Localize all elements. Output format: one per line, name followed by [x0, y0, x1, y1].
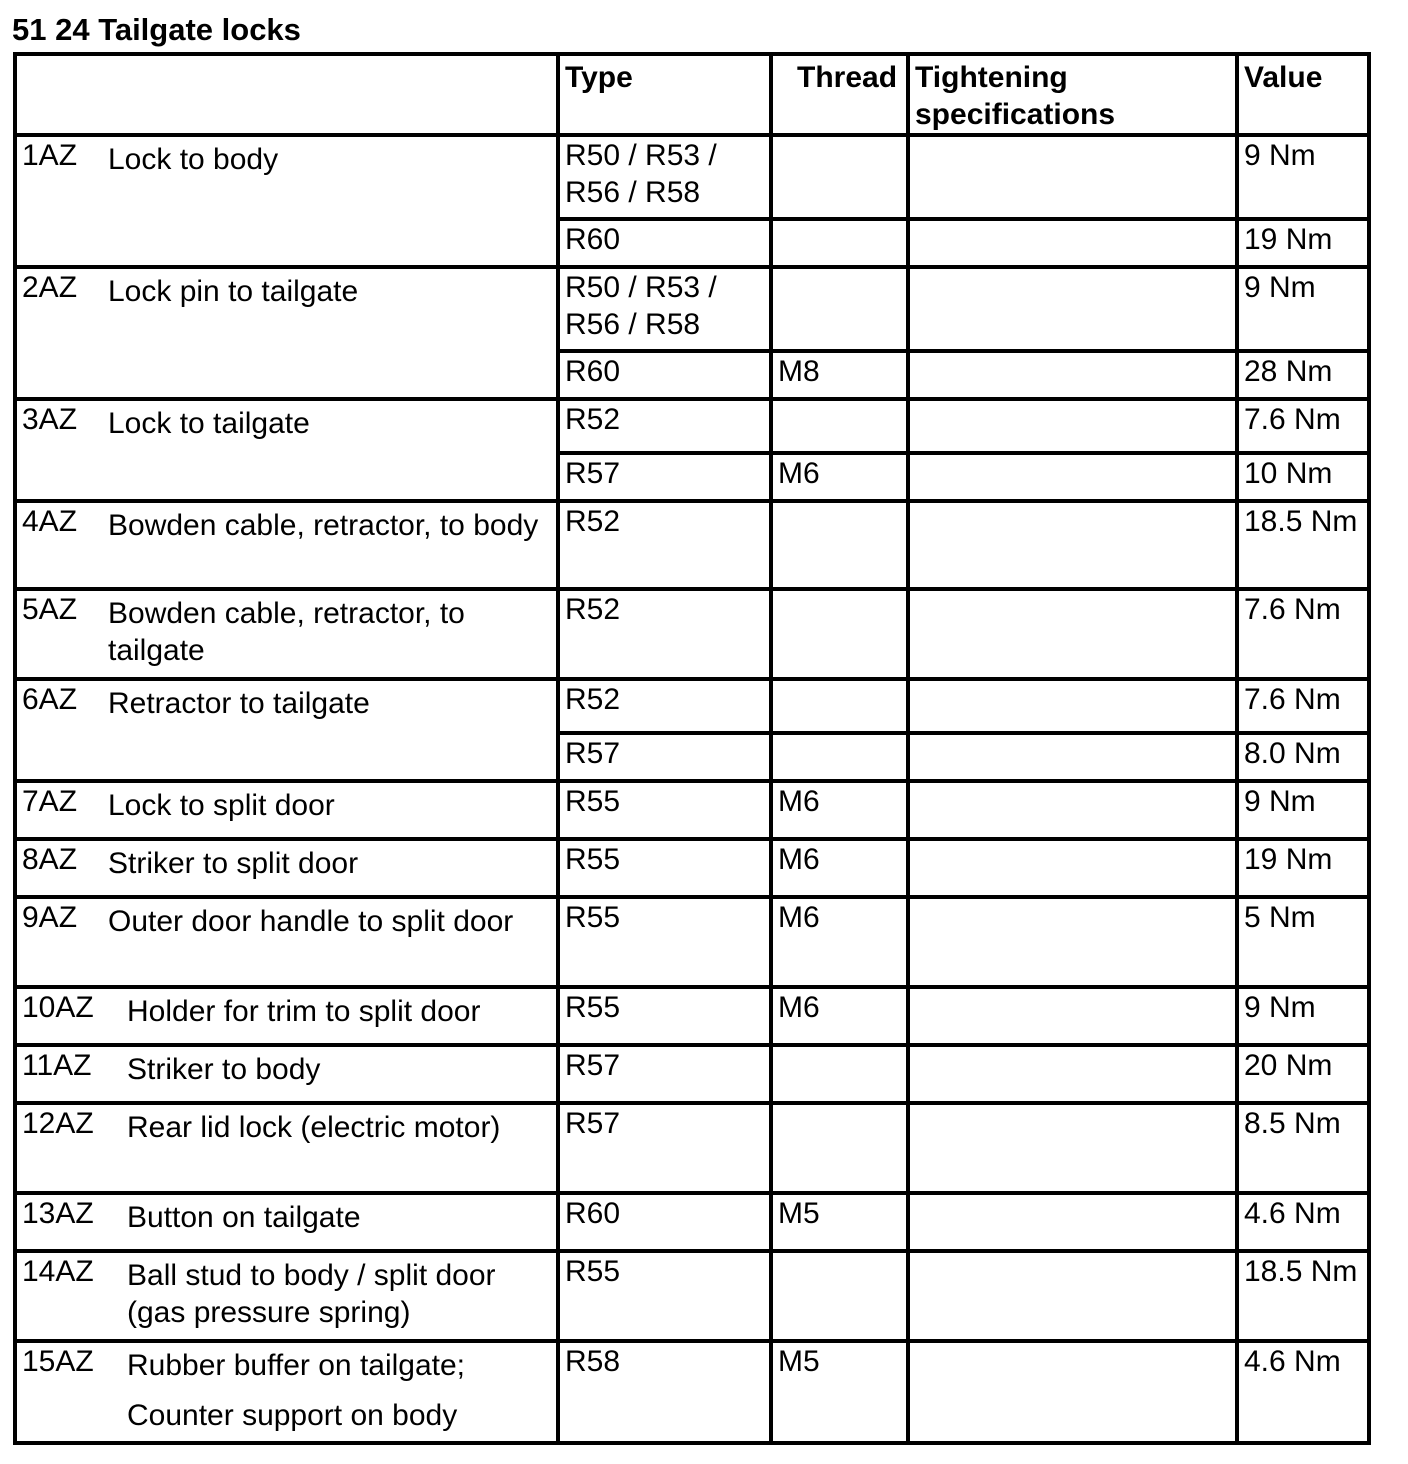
item-description — [108, 269, 556, 310]
type-cell: R60 — [558, 1193, 771, 1251]
item-description — [108, 401, 556, 442]
item-cell — [15, 135, 558, 267]
thread-cell — [771, 501, 908, 589]
type-cell: R55 — [558, 987, 771, 1045]
value-cell: 7.6 Nm — [1237, 589, 1369, 679]
tightening-spec-cell — [908, 1103, 1237, 1193]
tightening-spec-cell — [908, 1193, 1237, 1251]
tightening-spec-cell — [908, 1251, 1237, 1341]
tightening-spec-cell — [908, 453, 1237, 501]
thread-cell — [771, 679, 908, 733]
table-row — [15, 399, 1369, 453]
item-description-line: Rear lid lock (electric motor) — [127, 1111, 501, 1144]
table-row — [15, 501, 1369, 589]
tightening-spec-cell — [908, 399, 1237, 453]
item-description-line: Striker to split door — [108, 847, 359, 880]
type-cell: R57 — [558, 733, 771, 781]
item-description — [127, 1343, 556, 1434]
thread-cell — [771, 733, 908, 781]
type-cell: R55 — [558, 897, 771, 987]
tightening-spec-cell — [908, 1045, 1237, 1103]
item-description — [108, 591, 556, 669]
thread-cell: M5 — [771, 1341, 908, 1443]
item-description-line: Rubber buffer on tailgate; — [127, 1349, 466, 1382]
item-code: 13AZ — [22, 1197, 94, 1230]
item-cell — [15, 679, 558, 781]
item-cell — [15, 1193, 558, 1251]
item-description-line: Lock to body — [108, 143, 279, 176]
item-cell — [15, 987, 558, 1045]
item-code: 5AZ — [22, 593, 78, 626]
item-description — [127, 989, 556, 1030]
header-tightening-specifications: Tightening specifications — [908, 54, 1237, 135]
value-cell: 18.5 Nm — [1237, 501, 1369, 589]
tightening-spec-cell — [908, 351, 1237, 399]
item-cell — [15, 1251, 558, 1341]
table-row — [15, 589, 1369, 679]
item-code: 11AZ — [22, 1049, 92, 1082]
item-code: 3AZ — [22, 403, 78, 436]
header-type: Type — [558, 54, 771, 135]
item-description-line: Ball stud to body / split door (gas pressure spring) — [127, 1259, 496, 1329]
item-cell — [15, 1341, 558, 1443]
tightening-spec-cell — [908, 839, 1237, 897]
value-cell: 8.0 Nm — [1237, 733, 1369, 781]
type-cell: R60 — [558, 351, 771, 399]
type-cell: R57 — [558, 1103, 771, 1193]
value-cell: 18.5 Nm — [1237, 1251, 1369, 1341]
value-cell: 4.6 Nm — [1237, 1341, 1369, 1443]
thread-cell — [771, 589, 908, 679]
item-code: 1AZ — [22, 139, 78, 172]
table-row — [15, 897, 1369, 987]
type-cell: R50 / R53 / R56 / R58 — [558, 267, 771, 351]
table-row — [15, 679, 1369, 733]
table-row — [15, 267, 1369, 351]
item-description — [108, 137, 556, 178]
item-code: 12AZ — [22, 1107, 94, 1140]
item-description — [127, 1047, 556, 1088]
type-cell: R55 — [558, 781, 771, 839]
item-description-line: Counter support on body — [127, 1399, 458, 1432]
item-code: 14AZ — [22, 1255, 94, 1288]
header-value: Value — [1237, 54, 1369, 135]
type-cell: R52 — [558, 679, 771, 733]
value-cell: 9 Nm — [1237, 135, 1369, 219]
tightening-spec-cell — [908, 679, 1237, 733]
item-description-line: Holder for trim to split door — [127, 995, 481, 1028]
value-cell: 20 Nm — [1237, 1045, 1369, 1103]
item-description — [127, 1253, 556, 1331]
value-cell: 19 Nm — [1237, 219, 1369, 267]
item-code: 4AZ — [22, 505, 78, 538]
item-description-line: Lock to split door — [108, 789, 335, 822]
item-cell — [15, 399, 558, 501]
tightening-spec-table — [13, 52, 1371, 1445]
item-description-line: Button on tailgate — [127, 1201, 361, 1234]
value-cell: 28 Nm — [1237, 351, 1369, 399]
item-code: 7AZ — [22, 785, 78, 818]
table-row — [15, 1193, 1369, 1251]
thread-cell: M5 — [771, 1193, 908, 1251]
item-description — [108, 681, 556, 722]
item-cell — [15, 781, 558, 839]
type-cell: R52 — [558, 501, 771, 589]
thread-cell: M6 — [771, 987, 908, 1045]
table-row — [15, 1103, 1369, 1193]
tightening-spec-cell — [908, 219, 1237, 267]
thread-cell — [771, 267, 908, 351]
item-code: 10AZ — [22, 991, 94, 1024]
item-code: 6AZ — [22, 683, 78, 716]
value-cell: 5 Nm — [1237, 897, 1369, 987]
value-cell: 9 Nm — [1237, 267, 1369, 351]
item-description — [108, 841, 556, 882]
tightening-spec-cell — [908, 135, 1237, 219]
item-cell — [15, 1045, 558, 1103]
value-cell: 19 Nm — [1237, 839, 1369, 897]
type-cell: R57 — [558, 1045, 771, 1103]
value-cell: 8.5 Nm — [1237, 1103, 1369, 1193]
item-code: 15AZ — [22, 1345, 94, 1378]
item-description-line: Outer door handle to split door — [108, 905, 514, 938]
tightening-spec-cell — [908, 267, 1237, 351]
item-description-line: Bowden cable, retractor, to tailgate — [108, 597, 465, 667]
tightening-spec-cell — [908, 987, 1237, 1045]
type-cell: R52 — [558, 589, 771, 679]
item-description — [127, 1105, 556, 1146]
item-description-line: Striker to body — [127, 1053, 321, 1086]
tightening-spec-cell — [908, 781, 1237, 839]
item-code: 2AZ — [22, 271, 78, 304]
header-row — [15, 54, 1369, 135]
value-cell: 7.6 Nm — [1237, 679, 1369, 733]
tightening-spec-cell — [908, 897, 1237, 987]
thread-cell — [771, 135, 908, 219]
value-cell: 9 Nm — [1237, 987, 1369, 1045]
type-cell: R52 — [558, 399, 771, 453]
tightening-spec-cell — [908, 733, 1237, 781]
thread-cell — [771, 1103, 908, 1193]
page-title: 51 24 Tailgate locks — [12, 12, 301, 47]
type-cell: R55 — [558, 1251, 771, 1341]
thread-cell — [771, 1251, 908, 1341]
item-description — [108, 503, 556, 544]
item-cell — [15, 839, 558, 897]
table-row — [15, 135, 1369, 219]
item-cell — [15, 1103, 558, 1193]
thread-cell: M6 — [771, 897, 908, 987]
table-row — [15, 1251, 1369, 1341]
table-row — [15, 987, 1369, 1045]
item-description-line: Lock pin to tailgate — [108, 275, 359, 308]
type-cell: R60 — [558, 219, 771, 267]
thread-cell: M8 — [771, 351, 908, 399]
item-description-line: Bowden cable, retractor, to body — [108, 509, 539, 542]
table-row — [15, 1045, 1369, 1103]
table-body — [15, 135, 1369, 1443]
type-cell: R58 — [558, 1341, 771, 1443]
thread-cell: M6 — [771, 453, 908, 501]
item-description — [108, 899, 556, 940]
item-code: 9AZ — [22, 901, 78, 934]
table-row — [15, 781, 1369, 839]
thread-cell — [771, 399, 908, 453]
value-cell: 9 Nm — [1237, 781, 1369, 839]
tightening-spec-cell — [908, 589, 1237, 679]
item-description — [108, 783, 556, 824]
table-row — [15, 1341, 1369, 1443]
value-cell: 10 Nm — [1237, 453, 1369, 501]
item-code: 8AZ — [22, 843, 78, 876]
type-cell: R55 — [558, 839, 771, 897]
item-description-line: Retractor to tailgate — [108, 687, 370, 720]
item-description — [127, 1195, 556, 1236]
item-cell — [15, 501, 558, 589]
type-cell: R57 — [558, 453, 771, 501]
thread-cell — [771, 1045, 908, 1103]
header-item — [15, 54, 558, 135]
value-cell: 4.6 Nm — [1237, 1193, 1369, 1251]
type-cell: R50 / R53 / R56 / R58 — [558, 135, 771, 219]
tightening-spec-cell — [908, 1341, 1237, 1443]
item-cell — [15, 897, 558, 987]
thread-cell — [771, 219, 908, 267]
item-cell — [15, 589, 558, 679]
table-row — [15, 839, 1369, 897]
item-description-line: Lock to tailgate — [108, 407, 310, 440]
header-thread: Thread — [771, 54, 908, 135]
thread-cell: M6 — [771, 839, 908, 897]
thread-cell: M6 — [771, 781, 908, 839]
value-cell: 7.6 Nm — [1237, 399, 1369, 453]
item-cell — [15, 267, 558, 399]
tightening-spec-cell — [908, 501, 1237, 589]
